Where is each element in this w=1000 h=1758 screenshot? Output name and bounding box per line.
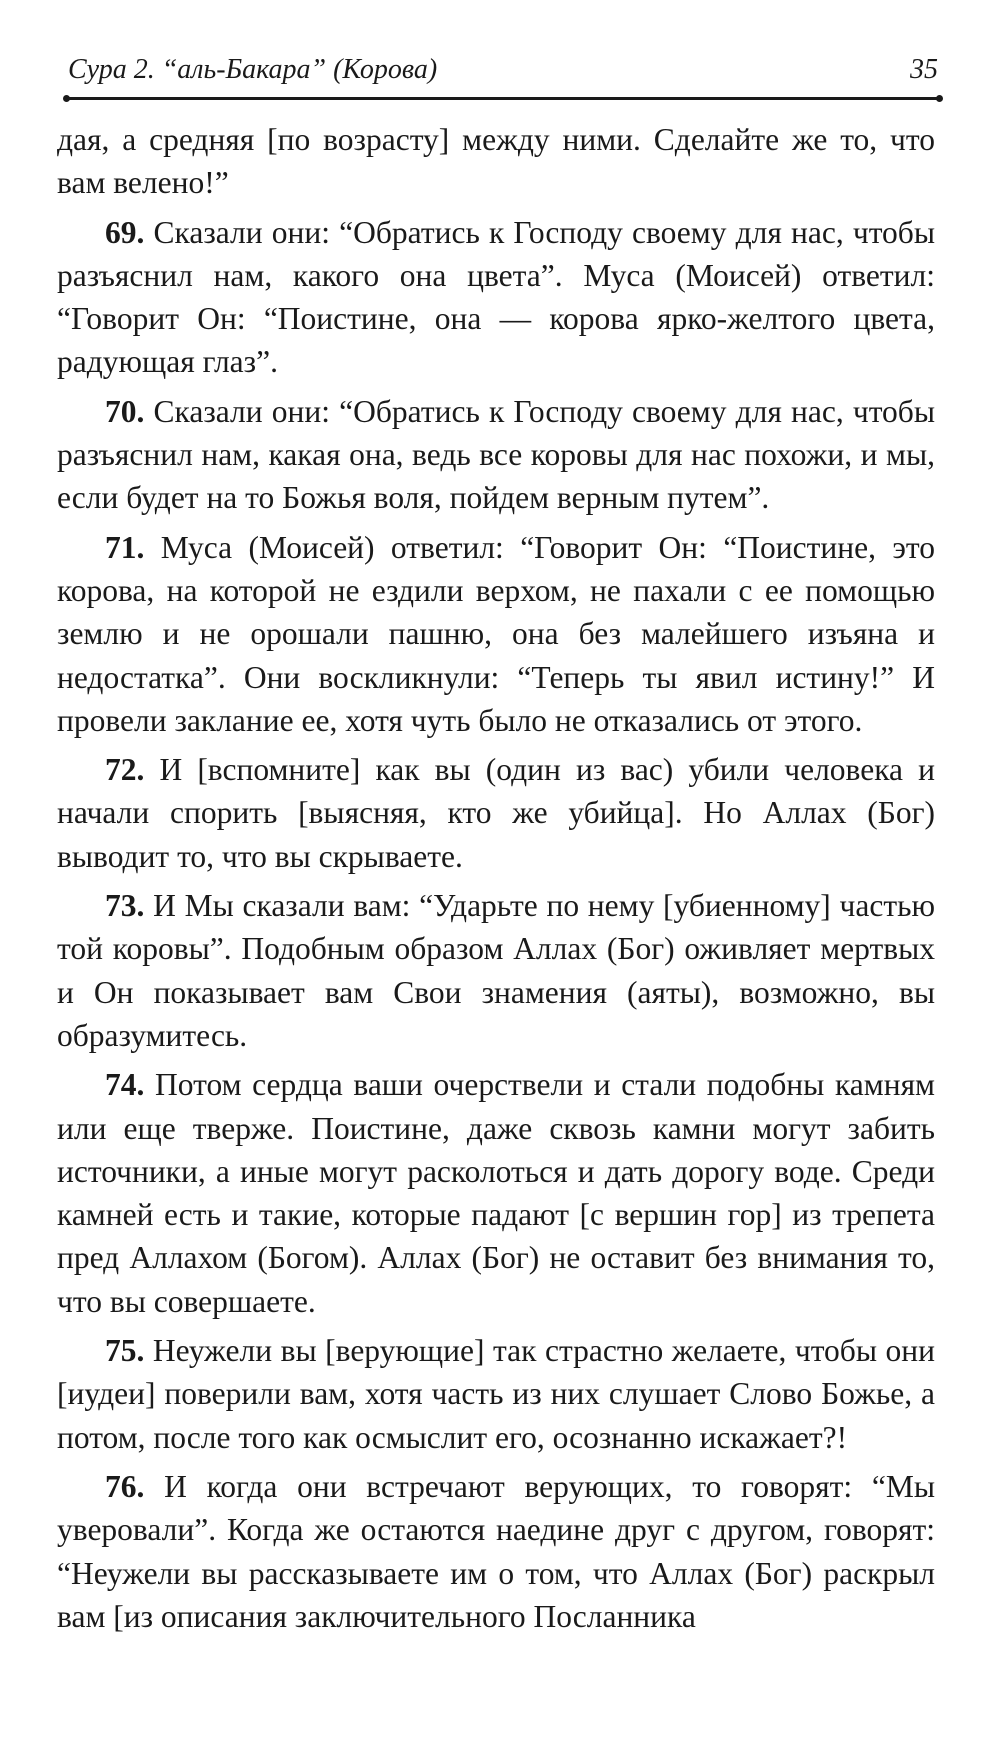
verse-70 [57, 390, 935, 520]
verse-text: Неужели вы [верующие] так страстно желаете, чтобы они [иудеи] поверили вам, хотя часть из них слушает Слово Божье, а потом, после того как осмыслит его, осознанно искажает?! [57, 1333, 935, 1455]
verse-number: 72. [105, 752, 145, 788]
verse-number: 70. [105, 393, 145, 429]
verse-text: И Мы сказали вам: “Ударьте по нему [убиенному] частью той коровы”. Подобным образом Аллах (Бог) оживляет мертвых и Он показывает вам Свои знамения (аяты), возможно, вы образумитесь. [57, 888, 935, 1053]
verse-text: Муса (Моисей) ответил: “Говорит Он: “Поистине, это корова, на которой не ездили верхом, не пахали с ее помощью землю и не орошали пашню, она без малейшего изъяна и недостатка”. Они воскликнули: “Теперь ты явил истину!” И провели заклание ее, хотя чуть было не отказались от этого. [57, 529, 935, 738]
continuation-paragraph: дая, а средняя [по возрасту] между ними. Сделайте же то, что вам велено!” [57, 122, 935, 201]
verse-76 [57, 1465, 935, 1638]
verse-75 [57, 1329, 935, 1459]
verse-text: И когда они встречают верующих, то говорят: “Мы уверовали”. Когда же остаются наедине друг с другом, говорят: “Неужели вы рассказываете им о том, что Аллах (Бог) раскрыл вам [из описания заключительного Посланника [57, 1468, 935, 1634]
chapter-title: Сура 2. “аль-Бакара” (Корова) [68, 54, 438, 85]
header-rule [66, 97, 940, 100]
verse-text: И [вспомните] как вы (один из вас) убили человека и начали спорить [выясняя, кто же убийца]. Но Аллах (Бог) выводит то, что вы скрываете. [57, 752, 935, 874]
verse-number: 75. [105, 1333, 145, 1369]
verse-74 [57, 1063, 935, 1323]
verse-73 [57, 884, 935, 1057]
verse-number: 69. [105, 214, 145, 250]
verse-number: 71. [105, 529, 145, 565]
verse-number: 73. [105, 888, 145, 924]
verse-69 [57, 211, 935, 384]
page-number: 35 [910, 54, 938, 85]
verse-text: Сказали они: “Обратись к Господу своему для нас, чтобы разъяснил нам, какая она, ведь все коровы для нас похожи, и мы, если будет на то Божья воля, пойдем верным путем”. [57, 393, 935, 516]
verse-text: Потом сердца ваши очерствели и стали подобны камням или еще тверже. Поистине, даже сквозь камни могут забить источники, а иные могут расколоться и дать дорогу воде. Среди камней есть и такие, которые падают [с вершин гор] из трепета пред Аллахом (Богом). Аллах (Бог) не оставит без внимания то, что вы совершаете. [57, 1067, 935, 1319]
text-body [57, 118, 935, 1644]
verse-text: Сказали они: “Обратись к Господу своему для нас, чтобы разъяснил нам, какого она цвета”. Муса (Моисей) ответил: “Говорит Он: “Поистине, она — корова ярко-желтого цвета, радующая глаз”. [57, 214, 935, 380]
verse-number: 76. [105, 1468, 145, 1504]
verse-72 [57, 748, 935, 878]
running-header [68, 50, 938, 96]
verse-71 [57, 526, 935, 742]
verse-number: 74. [105, 1067, 145, 1103]
